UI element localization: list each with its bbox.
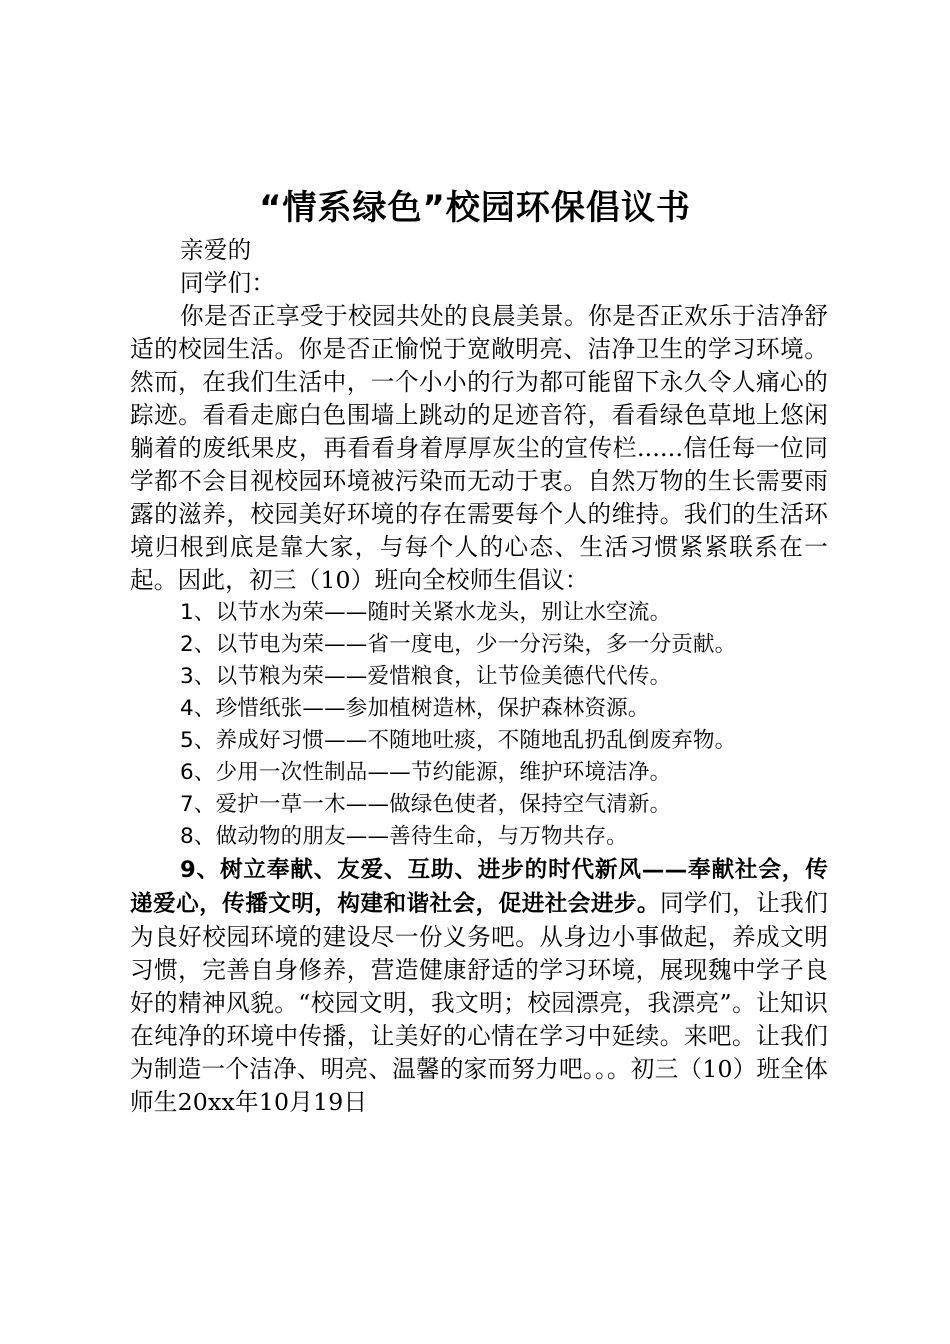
closing-text: 同学们，让我们为良好校园环境的建设尽一份义务吧。从身边小事做起，养成文明习惯，完善自身修养，营造健康舒适的学习环境，展现魏中学子良好的精神风貌。“校园文明，我文明；校园漂亮，我漂亮”。让知识在纯净的环境中传播，让美好的心情在学习中延续。来吧。让我们为制造一个洁净、明亮、温馨的家而努力吧。。。初三（10）班全体师生20xx年10月19日 (130, 889, 828, 1116)
proposal-item-6: 6、少用一次性制品——节约能源，维护环境洁净。 (180, 760, 672, 785)
intro-paragraph: 你是否正享受于校园共处的良晨美景。你是否正欢乐于洁净舒适的校园生活。你是否正愉悦于宽敞明亮、洁净卫生的学习环境。然而，在我们生活中，一个小小的行为都可能留下永久令人痛心的踪迹。看看走廊白色围墙上跳动的足迹音符，看看绿色草地上悠闲躺着的废纸果皮，再看看身着厚厚灰尘的宣传栏......信任每一位同学都不会目视校园环境被污染而无动于衷。自然万物的生长需要雨露的滋养，校园美好环境的存在需要每个人的维持。我们的生活环境归根到底是靠大家，与每个人的心态、生活习惯紧紧联系在一起。因此，初三（10）班向全校师生倡议： (130, 302, 828, 594)
proposal-item-9: 9、树立奉献、友爱、互助、进步的时代新风——奉献社会，传递爱心，传播文明，构建和谐社会，促进社会进步。 (130, 857, 828, 917)
greeting-line-2: 同学们： (180, 269, 276, 297)
proposal-item-8: 8、做动物的朋友——善待生命，与万物共存。 (180, 824, 628, 849)
greeting-line-1: 亲爱的 (180, 236, 252, 264)
document-body (130, 234, 828, 1119)
proposal-item-7: 7、爱护一草一木——做绿色使者，保持空气清新。 (180, 792, 672, 817)
document-title: “情系绿色”校园环保倡议书 (259, 188, 691, 228)
closing-paragraph (130, 853, 828, 1119)
proposal-item-2: 2、以节电为荣——省一度电，少一分污染，多一分贡献。 (180, 632, 737, 657)
proposal-item-3: 3、以节粮为荣——爱惜粮食，让节俭美德代代传。 (180, 664, 672, 689)
proposal-item-5: 5、养成好习惯——不随地吐痰，不随地乱扔乱倒废弃物。 (180, 728, 737, 753)
proposal-list (130, 597, 828, 853)
proposal-item-1: 1、以节水为荣——随时关紧水龙头，别让水空流。 (180, 600, 672, 625)
proposal-item-4: 4、珍惜纸张——参加植树造林，保护森林资源。 (180, 696, 650, 721)
